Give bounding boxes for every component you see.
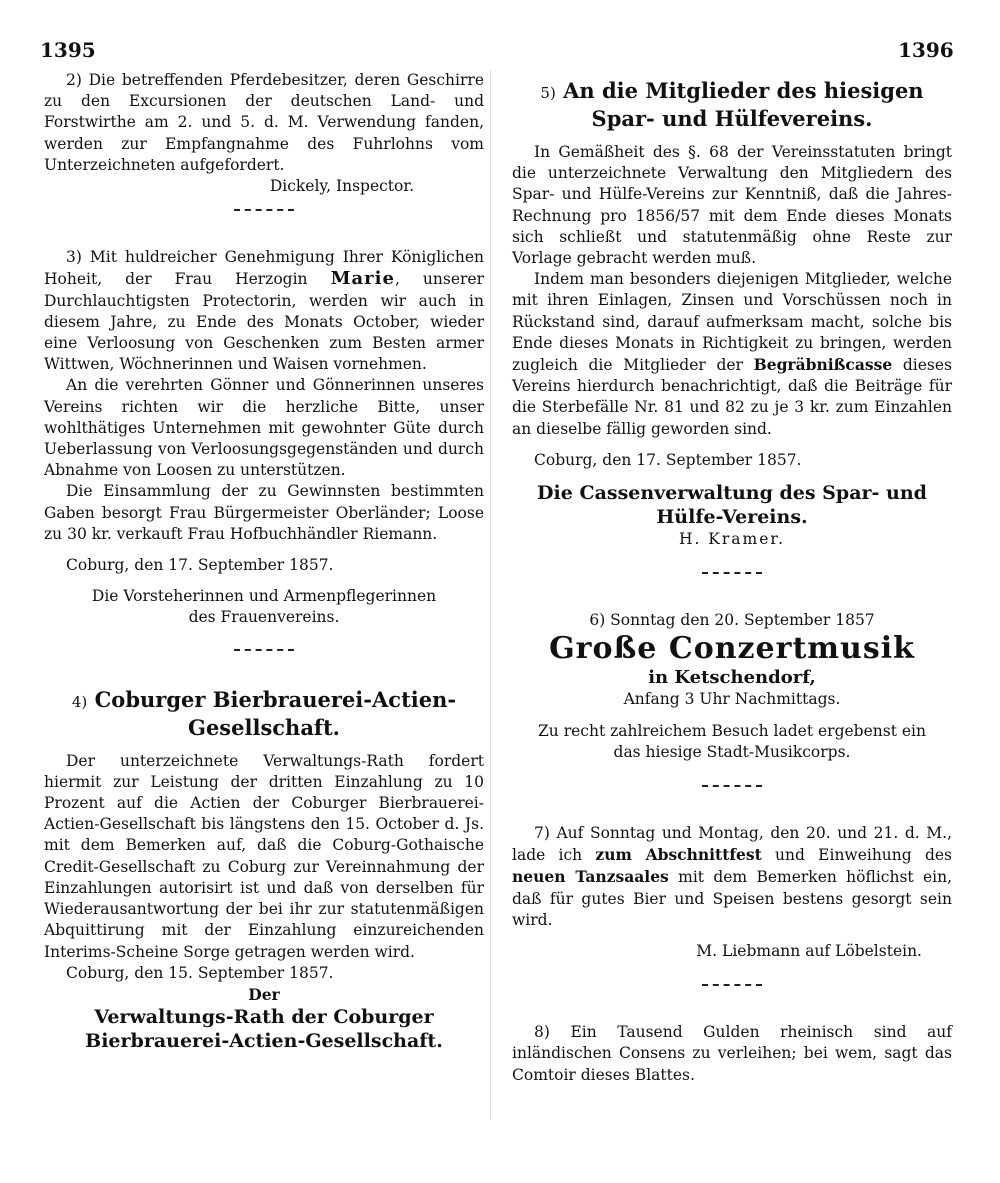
separator xyxy=(702,984,762,986)
notice-3 xyxy=(44,247,484,628)
notice-6-time: Anfang 3 Uhr Nachmittags. xyxy=(623,690,841,709)
notice-4-signature: Verwaltungs-Rath der Coburger Bierbrauerei-Actien-Gesellschaft. xyxy=(85,1006,443,1053)
notice-4 xyxy=(44,687,484,1053)
notice-8 xyxy=(512,1022,952,1086)
notice-7 xyxy=(512,823,952,962)
notice-4-body: Der unterzeichnete Verwaltungs-Rath fordert hiermit zur Leistung der dritten Einzahlung zu 10 Prozent auf die Actien der Coburger Bierbrauerei-Actien-Gesellschaft bis längstens den 15. October d. Js. mit dem Bemerken auf, daß die Coburg-Gothaische Credit-Gesellschaft zu Coburg zur Vereinnahmung der Einzahlungen autorisirt ist und daß von derselben für Wiederausantwortung der bei ihr zur statutenmäßigen Abquittirung mit der Einzahlung einzureichenden Interims-Scheine Sorge getragen werden wird. xyxy=(44,751,484,961)
notice-7-bold-2: neuen Tanzsaales xyxy=(512,867,669,887)
notice-5 xyxy=(512,78,952,550)
notice-5-heading xyxy=(512,78,952,132)
notice-7-bold-1: zum Abschnittfest xyxy=(595,845,762,865)
page-number-left: 1395 xyxy=(40,38,96,62)
notice-3-paragraph-2: An die verehrten Gönner und Gönnerinnen unseres Vereins richten wir die herzliche Bitte, unser wohlthätiges Unternehmen mit gewohnter Güte durch Ueberlassung von Verloosungsgegenständen und durch Abnahme von Loosen zu unterstützen. xyxy=(44,376,484,480)
notice-7-text xyxy=(512,823,952,931)
notice-6-title: Große Conzertmusik xyxy=(549,631,915,667)
notice-5-number: 5) xyxy=(540,84,556,102)
notice-5-text-end: dieses Vereins hierdurch benachrichtigt, daß die Beiträge für die Sterbefälle Nr. 81 und 82 zu je 3 kr. zum Einzahlen an dieselbe fällig geworden sind. xyxy=(512,356,952,438)
notice-4-heading xyxy=(44,687,484,741)
notice-5-signature: Die Cassenverwaltung des Spar- und Hülfe-Vereins. xyxy=(537,482,927,529)
notice-5-text: Indem man besonders diejenigen Mitglieder, welche mit ihren Einlagen, Zinsen und Vorschüssen noch in Rückstand sind, darauf aufmerksam macht, solche bis Ende dieses Monats in Richtigkeit zu bringen, werden zugleich die Mitglieder der xyxy=(512,270,952,375)
left-column xyxy=(44,70,484,1053)
right-column xyxy=(512,70,952,1086)
notice-5-paragraph-1: In Gemäßheit des §. 68 der Vereinsstatuten bringt die unterzeichnete Verwaltung den Mitgliedern des Spar- und Hülfe-Vereins zur Kenntniß, daß die Jahres-Rechnung pro 1856/57 mit dem Ende dieses Monats sich schließt und statutenmäßig ohne Reste zur Vorlage gebracht werden muß. xyxy=(512,143,952,268)
notice-3-name: Marie xyxy=(330,268,395,290)
notice-4-title: Coburger Bierbrauerei-Actien-Gesellschaft. xyxy=(94,686,457,740)
notice-6-invite: Zu recht zahlreichem Besuch ladet ergebenst ein das hiesige Stadt-Musikcorps. xyxy=(538,721,926,761)
page-number-right: 1396 xyxy=(898,38,954,62)
notice-4-date: Coburg, den 15. September 1857. xyxy=(66,963,334,982)
notice-5-title: An die Mitglieder des hiesigen Spar- und Hülfevereins. xyxy=(563,78,924,131)
separator xyxy=(702,572,762,574)
notice-2-signature: Dickely, Inspector. xyxy=(269,177,414,196)
separator xyxy=(234,209,294,211)
notice-3-date: Coburg, den 17. September 1857. xyxy=(66,556,334,575)
notice-2 xyxy=(44,70,484,197)
notice-7-text-2: und Einweihung des xyxy=(761,846,952,865)
notice-7-text-3: mit dem Bemerken höflichst ein, daß für gutes Bier und Speisen bestens gesorgt sein wird. xyxy=(512,868,953,929)
notice-3-paragraph-1 xyxy=(44,247,484,375)
notice-8-text: 8) Ein Tausend Gulden rheinisch sind auf inländischen Consens zu verleihen; bei wem, sagt das Comtoir dieses Blattes. xyxy=(512,1023,952,1084)
notice-3-text: 3) Mit huldreicher Genehmigung Ihrer Königlichen Hoheit, der Frau Herzogin xyxy=(44,248,484,289)
notice-5-paragraph-2 xyxy=(512,269,952,440)
notice-6-line: 6) Sonntag den 20. September 1857 xyxy=(589,611,875,630)
notice-7-signature: M. Liebmann auf Löbelstein. xyxy=(696,942,922,961)
notice-6 xyxy=(512,610,952,763)
notice-3-text-end: , unserer Durchlauchtigsten Protectorin, werden wir auch in diesem Jahre, zu Ende des Monats October, wieder eine Verloosung von Geschenken zum Besten armer Wittwen, Wöchnerinnen und Waisen vornehmen. xyxy=(44,270,484,374)
notice-3-signature: Die Vorsteherinnen und Armenpflegerinnen des Frauenvereins. xyxy=(91,587,437,627)
separator xyxy=(702,785,762,787)
notice-3-paragraph-3: Die Einsammlung der zu Gewinnsten bestimmten Gaben besorgt Frau Bürgermeister Oberländer; Loose zu 30 kr. verkauft Frau Hofbuchhändler Riemann. xyxy=(44,482,484,543)
notice-6-place: in Ketschendorf, xyxy=(648,667,816,689)
notice-4-number: 4) xyxy=(71,692,88,711)
notice-4-signature-der: Der xyxy=(248,984,280,1004)
separator xyxy=(234,649,294,651)
column-divider xyxy=(490,70,491,1120)
notice-5-signature-name: H. Kramer. xyxy=(678,530,786,549)
notice-7-text-1: 7) Auf Sonntag und Montag, den 20. und 21. d. M., lade ich xyxy=(512,824,952,865)
notice-5-date: Coburg, den 17. September 1857. xyxy=(534,450,802,469)
notice-5-bold: Begräbnißcasse xyxy=(753,355,893,375)
notice-2-text: 2) Die betreffenden Pferdebesitzer, deren Geschirre zu den Excursionen der deutschen Land- und Forstwirthe am 2. und 5. d. M. Verwendung fanden, werden zur Empfangnahme des Fuhrlohns vom Unterzeichneten aufgefordert. xyxy=(44,71,484,174)
